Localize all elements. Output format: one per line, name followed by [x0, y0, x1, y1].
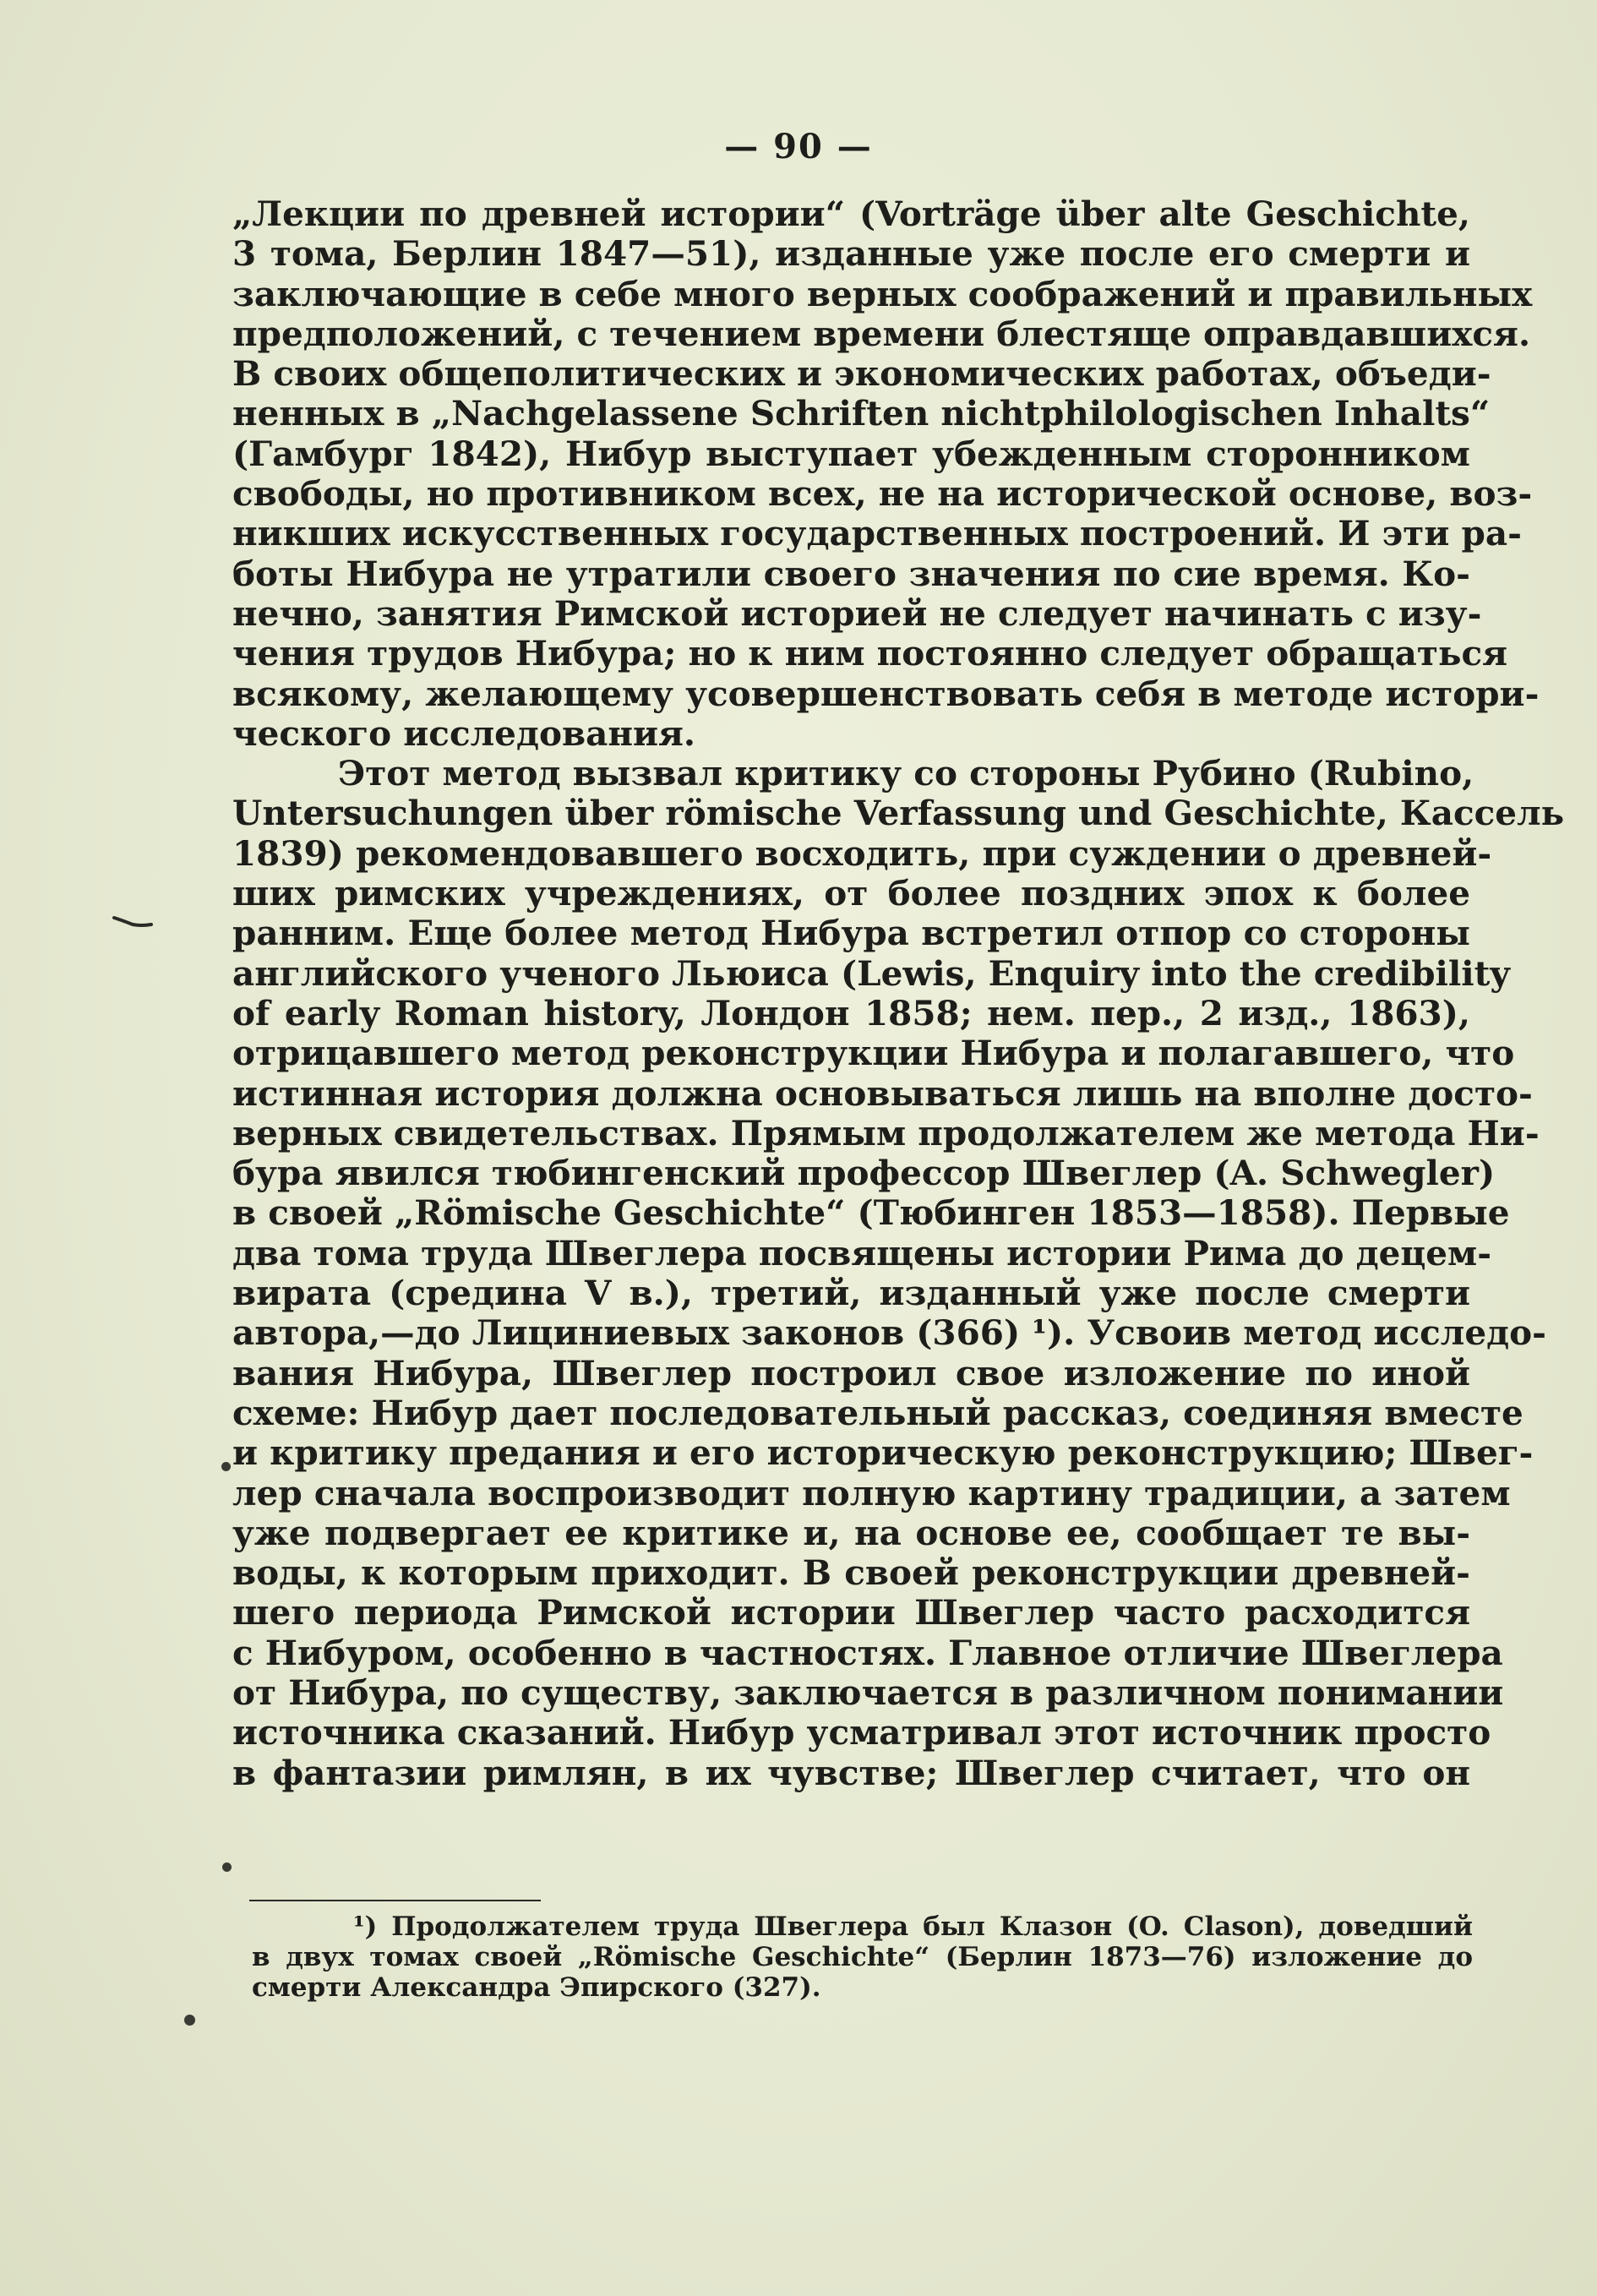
text-line: отрицавшего метод реконструкции Нибура и полагавшего, что [232, 1033, 1515, 1074]
text-line: лер сначала воспроизводит полную картину традиции, а затем [232, 1472, 1511, 1513]
main-text [232, 194, 1565, 1793]
text-line: боты Нибура не утратили своего значения по сие время. Ко- [232, 553, 1470, 594]
page-number: — 90 — [724, 127, 873, 166]
text-line: всякому, желающему усовершенствовать себя в методе истори- [232, 673, 1540, 714]
ink-speck [221, 1462, 231, 1471]
text-line: Untersuchungen über römische Verfassung und Geschichte, Кассель [232, 793, 1565, 834]
footnote [252, 1912, 1473, 2003]
text-line: предположений, с течением времени блестяще оправдавшихся. [232, 313, 1531, 354]
text-line: и критику предания и его историческую реконструкцию; Швег- [232, 1432, 1534, 1474]
text-line: источника сказаний. Нибур усматривал этот источник просто [232, 1712, 1491, 1753]
text-line: ших римских учреждениях, от более поздних эпох к более [232, 873, 1470, 914]
text-line: истинная история должна основываться лишь на вполне досто- [232, 1072, 1533, 1114]
text-line: уже подвергает ее критике и, на основе ее, сообщает те вы- [232, 1512, 1470, 1553]
text-line: английского ученого Льюиса (Lewis, Enquiry into the credibility [232, 952, 1510, 994]
text-line: В своих общеполитических и экономических работах, объеди- [232, 353, 1491, 395]
text-line: ранним. Еще более метод Нибура встретил отпор со стороны [232, 913, 1470, 954]
footnote-line: в двух томах своей „Römische Geschichte“ (Берлин 1873—76) изложение до [252, 1942, 1473, 1972]
footnote-divider [249, 1900, 541, 1901]
text-line: свободы, но противником всех, не на исторической основе, воз- [232, 473, 1533, 515]
text-line: воды, к которым приходит. В своей реконструкции древней- [232, 1552, 1470, 1594]
ink-speck [184, 2015, 195, 2026]
text-line: бура явился тюбингенский профессор Швеглер (A. Schwegler) [232, 1153, 1496, 1194]
text-line: ческого исследования. [232, 712, 696, 754]
text-line: вирата (средина V в.), третий, изданный уже после смерти [232, 1273, 1470, 1314]
text-line: ненных в „Nachgelassene Schriften nichtphilologischen Inhalts“ [232, 393, 1491, 434]
text-line: в своей „Römische Geschichte“ (Тюбинген 1853—1858). Первые [232, 1192, 1510, 1234]
text-line: с Нибуром, особенно в частностях. Главное отличие Швеглера [232, 1632, 1503, 1673]
text-line: (Гамбург 1842), Нибур выступает убежденным сторонником [232, 433, 1470, 474]
footnote-line: смерти Александра Эпирского (327). [252, 1972, 821, 2003]
text-line: чения трудов Нибура; но к ним постоянно следует обращаться [232, 633, 1508, 674]
text-line: 1839) рекомендовавшего восходить, при суждении о древней- [232, 832, 1492, 874]
paragraph-first-line: Этот метод вызвал критику со стороны Рубино (Rubino, [338, 753, 1474, 794]
text-line: of early Roman history, Лондон 1858; нем. пер., 2 изд., 1863), [232, 992, 1470, 1033]
text-line: нечно, занятия Римской историей не следует начинать с изу- [232, 592, 1482, 634]
text-line: в фантазии римлян, в их чувстве; Швеглер считает, что он [232, 1752, 1470, 1793]
text-line: от Нибура, по существу, заключается в различном понимании [232, 1672, 1504, 1713]
margin-pencil-mark [112, 913, 153, 931]
text-line: вания Нибура, Швеглер построил свое изложение по иной [232, 1352, 1470, 1393]
text-line: „Лекции по древней истории“ (Vorträge über alte Geschichte, [232, 194, 1470, 234]
footnote-line: ¹) Продолжателем труда Швеглера был Клазон (O. Clason), доведший [353, 1912, 1473, 1942]
text-line: два тома труда Швеглера посвящены истории Рима до децем- [232, 1232, 1492, 1273]
ink-speck [222, 1862, 232, 1872]
text-line: никших искусственных государственных построений. И эти ра- [232, 513, 1522, 554]
text-line: 3 тома, Берлин 1847—51), изданные уже после его смерти и [232, 233, 1470, 275]
text-line: заключающие в себе много верных соображений и правильных [232, 273, 1533, 314]
text-line: верных свидетельствах. Прямым продолжателем же метода Ни- [232, 1112, 1540, 1153]
text-line: схеме: Нибур дает последовательный рассказ, соединяя вместе [232, 1392, 1523, 1433]
text-line: шего периода Римской истории Швеглер часто расходится [232, 1592, 1470, 1633]
text-line: автора,—до Лициниевых законов (366) ¹). Усвоив метод исследо- [232, 1312, 1546, 1354]
